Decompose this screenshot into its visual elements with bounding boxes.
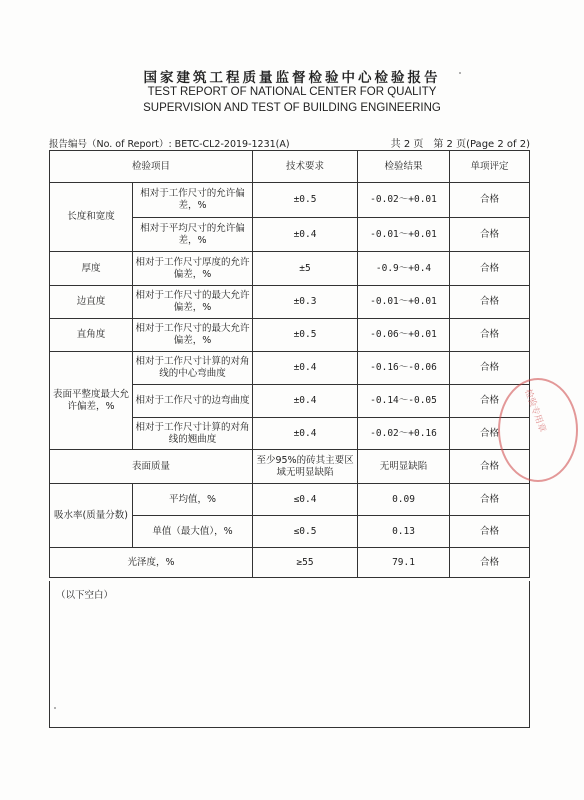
row-sub-item: 平均值，% (133, 484, 253, 516)
row-evaluation: 合格 (450, 548, 530, 578)
row-evaluation: 合格 (450, 319, 530, 352)
report-title-en-line1: TEST REPORT OF NATIONAL CENTER FOR QUALITY (147, 86, 437, 98)
group-gloss: 光泽度，% (50, 548, 253, 578)
speck (54, 707, 56, 709)
row-evaluation: 合格 (450, 286, 530, 319)
row-evaluation: 合格 (450, 484, 530, 516)
row-result: -0.9～+0.4 (358, 252, 450, 286)
report-title-en-line2: SUPERVISION AND TEST OF BUILDING ENGINEERING (143, 102, 441, 114)
row-sub-item: 相对于工作尺寸的边弯曲度 (133, 385, 253, 418)
row-sub-item: 相对于工作尺寸的允许偏差，% (133, 183, 253, 218)
row-evaluation: 合格 (450, 252, 530, 286)
row-result: -0.02～+0.16 (358, 418, 450, 450)
row-sub-item: 单值（最大值），% (133, 516, 253, 548)
row-requirement: ±0.3 (253, 286, 358, 319)
group-surface-quality: 表面质量 (50, 450, 253, 484)
table-row (50, 352, 530, 385)
report-number: 报告编号（No. of Report）: BETC-CL2-2019-1231(A) (49, 139, 290, 150)
row-evaluation: 合格 (450, 218, 530, 252)
row-evaluation: 合格 (450, 516, 530, 548)
row-result: -0.14～-0.05 (358, 385, 450, 418)
row-result: -0.06～+0.01 (358, 319, 450, 352)
row-result: 79.1 (358, 548, 450, 578)
row-requirement: ±0.4 (253, 418, 358, 450)
table-row (50, 286, 530, 319)
row-requirement: 至少95%的砖其主要区域无明显缺陷 (253, 450, 358, 484)
table-header-row (50, 151, 530, 183)
row-requirement: ≥55 (253, 548, 358, 578)
table-row (50, 450, 530, 484)
table-row (50, 484, 530, 516)
row-requirement: ≤0.5 (253, 516, 358, 548)
row-result: 0.13 (358, 516, 450, 548)
table-row (50, 183, 530, 218)
row-evaluation: 合格 (450, 183, 530, 218)
row-evaluation: 合格 (450, 385, 530, 418)
row-result: 无明显缺陷 (358, 450, 450, 484)
table-row (50, 319, 530, 352)
header-requirement: 技术要求 (253, 151, 358, 183)
row-sub-item: 相对于平均尺寸的允许偏差，% (133, 218, 253, 252)
row-requirement: ±0.4 (253, 352, 358, 385)
group-edge-straightness: 边直度 (50, 286, 133, 319)
row-result: -0.01～+0.01 (358, 218, 450, 252)
row-requirement: ±0.4 (253, 385, 358, 418)
group-water-absorption: 吸水率(质量分数) (50, 484, 133, 548)
inspection-seal (498, 378, 578, 482)
row-result: -0.01～+0.01 (358, 286, 450, 319)
row-evaluation: 合格 (450, 418, 530, 450)
row-sub-item: 相对于工作尺寸计算的对角线的中心弯曲度 (133, 352, 253, 385)
table-row (50, 252, 530, 286)
row-result: -0.16～-0.06 (358, 352, 450, 385)
blank-area (49, 581, 530, 728)
row-requirement: ±0.4 (253, 218, 358, 252)
group-length-width: 长度和宽度 (50, 183, 133, 252)
row-result: -0.02～+0.01 (358, 183, 450, 218)
speck (459, 72, 461, 74)
row-requirement: ≤0.4 (253, 484, 358, 516)
page-info: 共 2 页 第 2 页(Page 2 of 2) (390, 139, 530, 150)
row-sub-item: 相对于工作尺寸的最大允许偏差，% (133, 319, 253, 352)
table-row (50, 548, 530, 578)
row-sub-item: 相对于工作尺寸厚度的允许偏差，% (133, 252, 253, 286)
group-thickness: 厚度 (50, 252, 133, 286)
row-evaluation: 合格 (450, 450, 530, 484)
row-result: 0.09 (358, 484, 450, 516)
row-requirement: ±5 (253, 252, 358, 286)
blank-note: （以下空白） (56, 590, 114, 601)
seal-text: 检验专用章 (522, 388, 548, 434)
test-results-table (49, 150, 530, 578)
row-evaluation: 合格 (450, 352, 530, 385)
row-requirement: ±0.5 (253, 183, 358, 218)
row-sub-item: 相对于工作尺寸计算的对角线的翘曲度 (133, 418, 253, 450)
header-result: 检验结果 (358, 151, 450, 183)
group-surface-flatness: 表面平整度最大允许偏差，% (50, 352, 133, 450)
group-squareness: 直角度 (50, 319, 133, 352)
header-item: 检验项目 (50, 151, 253, 183)
header-evaluation: 单项评定 (450, 151, 530, 183)
row-requirement: ±0.5 (253, 319, 358, 352)
row-sub-item: 相对于工作尺寸的最大允许偏差，% (133, 286, 253, 319)
report-title-cn: 国家建筑工程质量监督检验中心检验报告 (143, 70, 441, 86)
